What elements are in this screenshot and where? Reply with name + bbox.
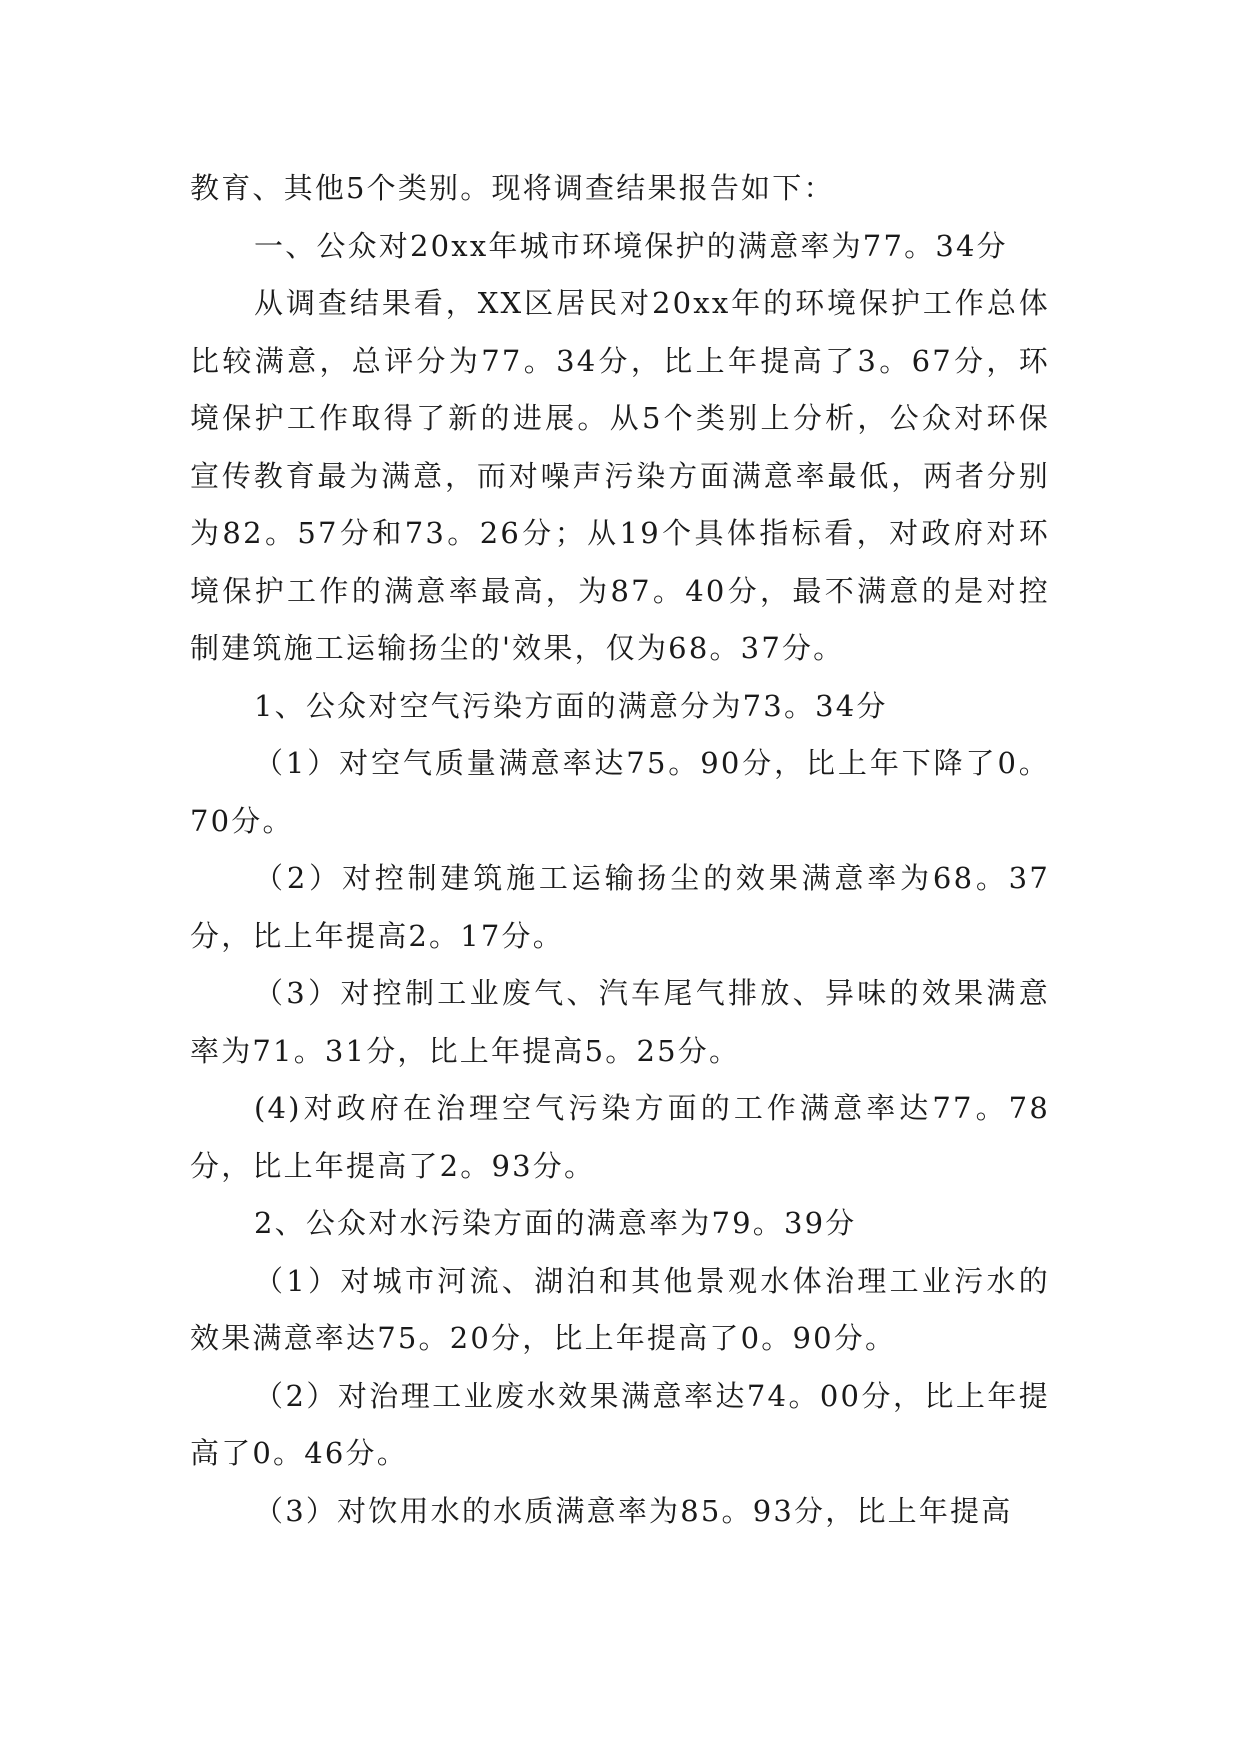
list-item-air-1: （1）对空气质量满意率达75。90分，比上年下降了0。70分。 — [190, 746, 1050, 838]
list-item-water-1: （1）对城市河流、湖泊和其他景观水体治理工业污水的效果满意率达75。20分，比上年提高了0。90分。 — [190, 1263, 1050, 1355]
list-item-air-4: (4)对政府在治理空气污染方面的工作满意率达77。78分，比上年提高了2。93分。 — [190, 1091, 1050, 1183]
section-heading-1: 一、公众对20xx年城市环境保护的满意率为77。34分 — [254, 228, 1008, 263]
list-item-water-2: （2）对治理工业废水效果满意率达74。00分，比上年提高了0。46分。 — [190, 1378, 1050, 1470]
paragraph-survey-summary: 从调查结果看，XX区居民对20xx年的环境保护工作总体比较满意，总评分为77。34分，比上年提高了3。67分，环境保护工作取得了新的进展。从5个类别上分析，公众对环保宣传教育最为满意，而对噪声污染方面满意率最低，两者分别为82。57分和73。26分；从19个具体指标看，对政府对环境保护工作的满意率最高，为87。40分，最不满意的是对控制建筑施工运输扬尘的'效果，仅为68。37分。 — [190, 286, 1050, 665]
list-item-air-2: （2）对控制建筑施工运输扬尘的效果满意率为68。37分，比上年提高2。17分。 — [190, 861, 1050, 953]
paragraph-intro-continued: 教育、其他5个类别。现将调查结果报告如下： — [190, 171, 835, 205]
subsection-heading-air: 1、公众对空气污染方面的满意分为73。34分 — [254, 688, 888, 723]
document-body — [190, 160, 1050, 1540]
subsection-heading-water: 2、公众对水污染方面的满意率为79。39分 — [254, 1206, 857, 1240]
list-item-water-3: （3）对饮用水的水质满意率为85。93分，比上年提高 — [254, 1493, 1013, 1528]
list-item-air-3: （3）对控制工业废气、汽车尾气排放、异味的效果满意率为71。31分，比上年提高5。25分。 — [190, 976, 1050, 1068]
